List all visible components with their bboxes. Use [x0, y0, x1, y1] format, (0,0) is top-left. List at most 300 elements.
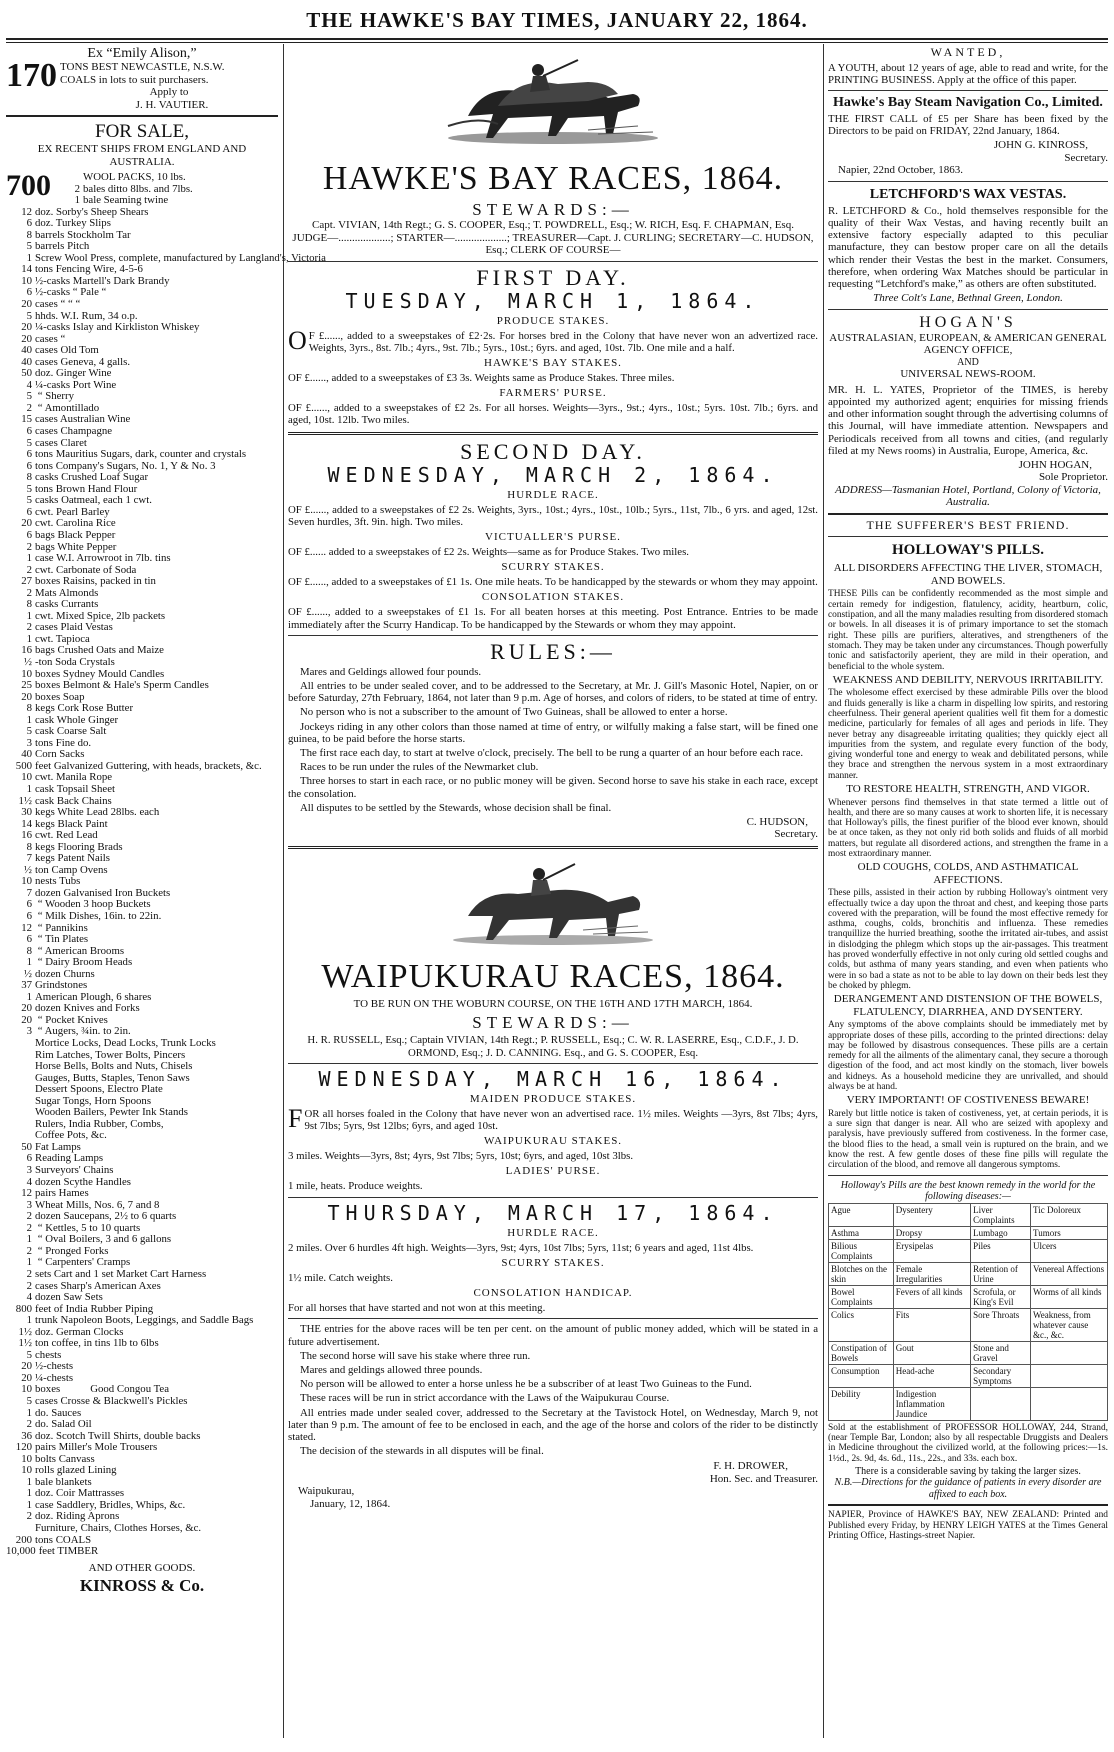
table-cell: Ague	[829, 1203, 894, 1226]
hawkes-bay-races-title: HAWKE'S BAY RACES, 1864.	[322, 160, 784, 197]
goods-desc: “ Kettles, 5 to 10 quarts	[35, 1221, 141, 1234]
goods-qty: 5	[26, 1394, 32, 1407]
goods-desc: “ Sherry	[35, 390, 74, 403]
wp-rule-item: The second horse will save his stake where three run.	[300, 1349, 531, 1362]
table-cell: Weakness, from whatever cause &c., &c.	[1031, 1308, 1108, 1341]
goods-qty: 1	[26, 956, 32, 969]
divider	[828, 309, 1108, 310]
divider	[288, 432, 818, 435]
goods-desc: do. Sauces	[35, 1406, 82, 1419]
goods-desc: dozen Churns	[35, 967, 95, 980]
goods-qty: 800	[15, 1302, 32, 1315]
goods-desc: doz. Turkey Slips	[35, 217, 111, 230]
table-cell: Head-ache	[893, 1364, 970, 1387]
divider	[288, 846, 818, 849]
goods-qty: 6	[26, 910, 32, 922]
goods-desc: Fat Lamps	[35, 1140, 81, 1153]
holloway-sub-5: DERANGEMENT AND DISTENSION OF THE BOWELS, FLATULENCY, DIARRHEA, AND DYSENTERY.	[833, 993, 1103, 1018]
victuallers-purse-heading: VICTUALLER'S PURSE.	[485, 530, 621, 543]
goods-qty: 6	[26, 1152, 32, 1165]
goods-qty: 37	[21, 979, 32, 992]
steam-nav-text: THE FIRST CALL of £5 per Share has been fixed by the Directors to be paid on FRIDAY, 22nd January, 1864.	[828, 112, 1108, 138]
goods-desc: Coffee Pots, &c.	[35, 1129, 107, 1142]
hogans-sub2: UNIVERSAL NEWS-ROOM.	[900, 368, 1036, 381]
goods-desc: doz. Scotch Twill Shirts, double backs	[35, 1429, 201, 1442]
table-row	[829, 1364, 1108, 1387]
goods-desc: cases Champagne	[35, 425, 113, 438]
goods-desc: boxes Raisins, packed in tin	[35, 575, 156, 588]
wp-stewards-list: H. R. RUSSELL, Esq.; Captain VIVIAN, 14th Regt.; P. RUSSELL, Esq.; C. W. R. LASERRE, Esq., C.D.F., J. D. ORMOND, Esq.; J. D. CANNING. Esq., and G. S. COOPER, Esq.	[307, 1034, 799, 1059]
goods-qty: 1½	[18, 1325, 32, 1338]
goods-desc: trunk Napoleon Boots, Leggings, and Saddle Bags	[35, 1314, 254, 1327]
goods-desc: cask Topsail Sheet	[35, 782, 116, 795]
goods-desc: cases “	[35, 332, 66, 345]
goods-qty: 2	[26, 540, 32, 553]
goods-desc: do. Salad Oil	[35, 1418, 92, 1431]
goods-qty: 10	[21, 1464, 32, 1477]
drower-signature: F. H. DROWER,	[713, 1460, 788, 1473]
goods-qty: 8	[26, 702, 32, 715]
disease-table	[828, 1203, 1108, 1421]
table-cell: Liver Complaints	[971, 1203, 1031, 1226]
table-cell: Lumbago	[971, 1226, 1031, 1239]
goods-desc: Corn Sacks	[35, 748, 85, 761]
goods-qty: 1	[26, 782, 32, 795]
goods-desc: bale blankets	[35, 1475, 92, 1488]
goods-desc: tons Mauritius Sugars, dark, counter and crystals	[35, 448, 247, 461]
other-goods: AND OTHER GOODS.	[88, 1561, 196, 1574]
goods-qty: 4	[26, 1291, 32, 1304]
produce-stakes-text: O F £......, added to a sweepstakes of £2·2s. For horses bred in the Colony that have never won an advertized race. Weights, 3yrs., 8st. 7lb.; 4yrs., 9st. 7lb.; 5yrs., 10st.; 6yrs. and aged, 10st. 7lb. One mile and a half.	[288, 325, 818, 355]
goods-desc: kegs Cork Rose Butter	[35, 702, 134, 715]
goods-qty: 10	[21, 1452, 32, 1465]
victuallers-purse-text: OF £...... added to a sweepstakes of £2 2s. Weights—same as for Produce Stakes. Two miles.	[288, 545, 689, 558]
goods-qty: 5	[26, 309, 32, 322]
table-cell: Colics	[829, 1308, 894, 1341]
table-row	[829, 1203, 1108, 1226]
goods-qty: 1	[26, 1487, 32, 1500]
goods-qty: 8	[26, 944, 32, 957]
holloway-sub-6: VERY IMPORTANT! OF COSTIVENESS BEWARE!	[846, 1094, 1090, 1107]
goods-qty: 15	[21, 413, 32, 426]
table-cell: Female Irregularities	[893, 1262, 970, 1285]
goods-desc: bale Seaming twine	[83, 194, 169, 207]
goods-desc: “ Amontillado	[35, 401, 100, 414]
dropcap-o: O	[288, 325, 307, 355]
goods-qty: 14	[21, 263, 32, 276]
goods-desc: sets Cart and 1 set Market Cart Harness	[35, 1267, 207, 1280]
table-row	[829, 1387, 1108, 1420]
goods-desc: cases Crosse & Blackwell's Pickles	[35, 1394, 188, 1407]
column-middle	[288, 46, 818, 1738]
wool-packs-count: 700	[6, 169, 51, 202]
goods-qty: 8	[26, 228, 32, 241]
divider	[288, 261, 818, 262]
hogans-heading: HOGAN'S	[919, 313, 1017, 331]
wanted-text: A YOUTH, about 12 years of age, able to read and write, for the PRINTING BUSINESS. Apply at the office of this paper.	[828, 61, 1108, 86]
table-row	[829, 1285, 1108, 1308]
letchford-address: Three Colt's Lane, Bethnal Green, London.	[873, 292, 1063, 305]
goods-qty: 6	[26, 505, 32, 518]
race-horses-illustration-top	[438, 46, 668, 156]
apply-label: Apply to	[149, 86, 189, 98]
first-day-date: TUESDAY, MARCH 1, 1864.	[345, 288, 761, 313]
goods-desc: barrels Pitch	[35, 240, 90, 253]
goods-qty: ½	[23, 967, 32, 980]
column-rule	[823, 44, 824, 1738]
rule-item: Jockeys riding in any other colors than those named at time of entry, or wilfully making a false start, will be fined one guinea, to be paid before the horse starts.	[288, 720, 818, 745]
first-day-heading: FIRST DAY.	[476, 264, 630, 290]
goods-qty: 3	[26, 736, 32, 749]
divider	[288, 1197, 818, 1198]
goods-desc: cases Sharp's American Axes	[35, 1279, 161, 1292]
goods-desc: bags Black Pepper	[35, 528, 116, 541]
produce-stakes-heading: PRODUCE STAKES.	[496, 314, 610, 327]
goods-qty: 6	[26, 286, 32, 299]
table-cell: Secondary Symptoms	[971, 1364, 1031, 1387]
goods-desc: bales ditto 8lbs. and 7lbs.	[83, 182, 193, 195]
hudson-title: Secretary.	[774, 828, 818, 841]
date-label: January, 12, 1864.	[310, 1497, 391, 1510]
divider	[828, 181, 1108, 182]
goods-qty: 120	[15, 1441, 32, 1454]
table-cell	[971, 1387, 1031, 1420]
goods-desc: bolts Canvass	[35, 1452, 95, 1465]
goods-desc: kegs Patent Nails	[35, 852, 110, 865]
goods-desc: “ Wooden 3 hoop Buckets	[35, 898, 151, 911]
goods-desc: dozen Saucepans, 2½ to 6 quarts	[35, 1210, 177, 1223]
table-cell: Asthma	[829, 1226, 894, 1239]
goods-qty: 14	[21, 817, 32, 830]
goods-qty: 10,000	[6, 1545, 36, 1558]
goods-qty: 12	[21, 205, 32, 218]
column-right	[828, 46, 1108, 1738]
goods-qty: 20	[21, 1013, 32, 1026]
table-cell: Stone and Gravel	[971, 1341, 1031, 1364]
table-cell: Tumors	[1031, 1226, 1108, 1239]
goods-desc: ¼-chests	[35, 1371, 74, 1384]
goods-desc: doz. Ginger Wine	[35, 367, 112, 380]
goods-qty: 10	[21, 875, 32, 888]
wp-rules-list	[288, 1323, 818, 1457]
rule-item: Mares and Geldings allowed four pounds.	[300, 665, 482, 678]
goods-desc: cwt. Pearl Barley	[35, 505, 110, 518]
table-cell: Piles	[971, 1239, 1031, 1262]
waipukurau-subtitle: TO BE RUN ON THE WOBURN COURSE, ON THE 16TH AND 17TH MARCH, 1864.	[353, 997, 753, 1010]
consolation-handicap-text: For all horses that have started and not won at this meeting.	[288, 1302, 546, 1315]
ex-label: Ex	[87, 46, 103, 61]
goods-desc: Surveyors' Chains	[35, 1164, 114, 1177]
hawkes-bay-stakes-heading: HAWKE'S BAY STAKES.	[484, 356, 622, 369]
goods-desc: tons Fencing Wire, 4-5-6	[35, 263, 143, 276]
goods-qty: 20	[21, 332, 32, 345]
holloway-sold: Sold at the establishment of PROFESSOR HOLLOWAY, 244, Strand, (near Temple Bar, London; also by all respectable Druggists and Dealers in Medicine throughout the civilized world, at the following prices:—1s. 1½d., 2s. 9d, 4s. 6d., 11s., 22s., and 33s. each box.	[828, 1422, 1108, 1464]
goods-desc: tons COALS	[35, 1533, 92, 1546]
holloway-nb: N.B.—Directions for the guidance of patients in every disorder are affixed to each box.	[834, 1477, 1102, 1500]
sufferers-friend-heading: THE SUFFERER'S BEST FRIEND.	[866, 517, 1070, 532]
goods-qty: 6	[26, 933, 32, 946]
holloway-sub-4: OLD COUGHS, COLDS, AND ASTHMATICAL AFFECTIONS.	[857, 861, 1079, 886]
goods-qty: 12	[21, 1187, 32, 1200]
hurdle-race-text: OF £......, added to a sweepstakes of £2 2s. Weights, 3yrs., 10st.; 4yrs., 10st., 10lb.; 5yrs., 11st, 7lb., 6 yrs. and aged, 12st. Seven hurdles, 3ft. 9in. high. Two miles.	[288, 503, 818, 528]
table-row	[829, 1226, 1108, 1239]
table-cell: Fevers of all kinds	[893, 1285, 970, 1308]
table-row	[829, 1341, 1108, 1364]
wp-rule-item: Mares and geldings allowed three pounds.	[300, 1363, 483, 1376]
farmers-purse-text: OF £......, added to a sweepstakes of £2 2s. For all horses. Weights—3yrs., 9st.; 4yrs., 10st.; 5yrs. 10st. 7lb.; 6yrs. and aged, 10st. 12lb. Two miles.	[288, 402, 818, 427]
tea-label: Good Congou Tea	[90, 1383, 170, 1396]
goods-qty: 1	[26, 632, 32, 645]
rules-heading: RULES:—	[490, 638, 616, 664]
divider	[828, 1504, 1108, 1506]
wp-scurry-heading: SCURRY STAKES.	[501, 1256, 605, 1269]
holloway-text-1: THESE Pills can be confidently recommended as the most simple and certain remedy for indigestion, flatulency, acidity, heartburn, colic, constipation, and all the many maladies resulting from disordered stomach or bowels. In all diseases it is of primary importance to set the stomach right. These pills are purifiers, alteratives, and strengtheners of the stomach. They may be taken under any circumstances. Though powerfully tonic and satisfactorily aperient, they are mild in their operation, and beneficial to the whole system.	[828, 589, 1108, 672]
steam-nav-signature: JOHN G. KINROSS,	[993, 139, 1088, 152]
hogan-signature: JOHN HOGAN,	[1018, 458, 1092, 471]
consolation-handicap-heading: CONSOLATION HANDICAP.	[473, 1287, 633, 1300]
holloway-text-4: These pills, assisted in their action by rubbing Holloway's ointment very effectually twice a day upon the throat and chest, and keeping those parts covered with the preparation, will be found the most effective remedy for asthma, coughs, colds, bronchitis and influenza. These remedies tranquillize the hurried breathing, soothe the irritated air-tubes, and assist in dislodging the phlegm which stops up the air-passages. This treatment has proved wonderfully effective in not only curing old settled coughs and colds, but asthma of many years standing, and even when patients who were in so bad a state as not to be able to lay down on their beds lest they be choked by phlegm.	[828, 888, 1108, 991]
masthead-rule	[6, 38, 1108, 43]
kinross-signature: KINROSS & Co.	[79, 1576, 205, 1596]
maiden-produce-heading: MAIDEN PRODUCE STAKES.	[469, 1092, 637, 1105]
goods-qty: 20	[21, 517, 32, 530]
goods-qty: 25	[21, 679, 32, 692]
goods-desc: cases Australian Wine	[35, 413, 131, 426]
ship-name: “Emily Alison,”	[106, 46, 197, 61]
goods-desc: cwt. Carolina Rice	[35, 517, 116, 530]
goods-qty: 5	[26, 436, 32, 449]
table-cell	[1031, 1387, 1108, 1420]
holloway-saving: There is a considerable saving by taking the larger sizes.	[855, 1465, 1081, 1477]
divider	[288, 1063, 818, 1064]
for-sale-sub: EX RECENT SHIPS FROM ENGLAND AND AUSTRALIA.	[37, 143, 247, 168]
goods-qty: 1½	[18, 794, 32, 807]
table-cell: Blotches on the skin	[829, 1262, 894, 1285]
goods-qty: 1	[26, 251, 32, 264]
hogans-text: MR. H. L. YATES, Proprietor of the TIMES, is hereby appointed my authorized agent; enquiries for missing friends and other information sought through the advertising columns of this Journal, will have immediate attention. Newspapers and Periodicals received from all towns and cities, (and regularly filed at my News rooms) in Australia, Europe, America, &c.	[828, 383, 1108, 457]
goods-desc: cases Claret	[35, 436, 87, 449]
goods-desc: Rim Latches, Tower Bolts, Pincers	[35, 1048, 186, 1061]
vautier-signature: J. H. VAUTIER.	[135, 98, 209, 111]
table-cell: Fits	[893, 1308, 970, 1341]
hawkes-bay-stakes-text: OF £......, added to a sweepstakes of £3 3s. Weights same as Produce Stakes. Three miles.	[288, 371, 675, 384]
goods-qty: 1	[26, 1256, 32, 1269]
letchford-heading: LETCHFORD'S WAX VESTAS.	[869, 186, 1067, 202]
divider	[288, 635, 818, 636]
hogan-address: ADDRESS—Tasmanian Hotel, Portland, Colony of Victoria, Australia.	[835, 483, 1101, 509]
rule-item: All disputes to be settled by the Stewards, whose decision shall be final.	[300, 801, 612, 814]
goods-qty: 6	[26, 459, 32, 472]
hudson-signature: C. HUDSON,	[746, 815, 808, 828]
divider	[828, 90, 1108, 91]
table-cell: Indigestion Inflammation Jaundice	[893, 1387, 970, 1420]
goods-desc: ton coffee, in tins 1lb to 6lbs	[35, 1337, 159, 1350]
masthead: THE HAWKE'S BAY TIMES, JANUARY 22, 1864.	[306, 8, 808, 32]
goods-desc: kegs Flooring Brads	[35, 840, 123, 853]
rule-item: No person who is not a subscriber to the amount of Two Guineas, shall be allowed to enter a horse.	[300, 706, 728, 719]
goods-qty: 40	[21, 355, 32, 368]
goods-desc: feet TIMBER	[38, 1545, 99, 1558]
column-rule	[283, 44, 284, 1738]
coal-line: TONS BEST NEWCASTLE, N.S.W.	[60, 61, 225, 73]
wp-rule-item: These races will be run in strict accordance with the Laws of the Waipukurau Course.	[300, 1392, 670, 1405]
goods-qty: 5	[26, 240, 32, 253]
rules-list	[288, 666, 818, 814]
steam-nav-date: Napier, 22nd October, 1863.	[838, 164, 963, 177]
for-sale-heading: FOR SALE,	[95, 121, 189, 142]
waipukurau-stakes-heading: WAIPUKURAU STAKES.	[483, 1135, 623, 1148]
table-cell: Ulcers	[1031, 1239, 1108, 1262]
goods-desc: cask Coarse Salt	[35, 725, 107, 738]
goods-desc: case W.I. Arrowroot in 7lb. tins	[35, 552, 171, 565]
goods-desc: tons Company's Sugars, No. 1, Y & No. 3	[35, 459, 216, 472]
goods-qty: 5	[26, 1348, 32, 1361]
disease-table-heading: Holloway's Pills are the best known remedy in the world for the following diseases:—	[840, 1179, 1096, 1203]
wanted-heading: WANTED,	[930, 45, 1006, 59]
goods-qty: 8	[26, 840, 32, 853]
table-cell	[1031, 1364, 1108, 1387]
waipukurau-races-title: WAIPUKURAU RACES, 1864.	[321, 957, 785, 995]
goods-qty: 10	[21, 274, 32, 287]
holloway-sub-1: ALL DISORDERS AFFECTING THE LIVER, STOMACH, AND BOWELS.	[833, 562, 1103, 587]
goods-qty: 20	[21, 298, 32, 311]
goods-desc: “ Oval Boilers, 3 and 6 gallons	[35, 1233, 172, 1246]
table-cell: Retention of Urine	[971, 1262, 1031, 1285]
goods-qty: 10	[21, 1383, 32, 1396]
divider	[828, 536, 1108, 537]
wp-rule-item: No person will be allowed to enter a horse unless he be a subscriber of at least Two Guineas to the Fund.	[300, 1378, 752, 1391]
goods-qty: 1	[26, 990, 32, 1003]
goods-desc: hhds. W.I. Rum, 34 o.p.	[35, 309, 138, 322]
goods-desc: Gauges, Butts, Staples, Tenon Saws	[35, 1071, 190, 1084]
wp-day2-date: THURSDAY, MARCH 17, 1864.	[327, 1200, 779, 1225]
holloway-text-2: The wholesome effect exercised by these admirable Pills over the blood and fluids generally is like a charm in dispelling low spirits, and restoring cheerfulness. Their general aperient qualities well fit them for a domestic medicine, particularly for females of all ages and periods in life. They never betray any disagreeable irritating qualities; they quickly eject all impurities from the system, and regulate every function of the body, giving wonderful tone and energy to weak and debilitated persons, while they brace and strengthen the nervous system in a most extraordinary manner.	[828, 688, 1108, 781]
drower-title: Hon. Sec. and Treasurer.	[709, 1472, 818, 1485]
goods-qty: 12	[21, 921, 32, 934]
goods-qty: 1	[26, 713, 32, 726]
goods-desc: “ American Brooms	[35, 944, 125, 957]
goods-qty: 4	[26, 1175, 32, 1188]
goods-qty: 2	[26, 1279, 32, 1292]
goods-desc: Rulers, India Rubber, Combs,	[35, 1117, 164, 1130]
hb-officials: JUDGE—...................; STARTER—...................; TREASURER—Capt. J. CURLING; SECRETARY—C. HUDSON, Esq.; CLERK OF COURSE—	[292, 231, 814, 256]
goods-desc: tons Brown Hand Flour	[35, 482, 138, 495]
goods-desc: cwt. Manila Rope	[35, 771, 113, 784]
goods-qty: 20	[21, 1360, 32, 1373]
goods-desc: ½-chests	[35, 1360, 74, 1373]
goods-qty: 8	[26, 471, 32, 484]
rule-item: All entries to be under sealed cover, and to be addressed to the Secretary, at Mr. J. Gill's Masonic Hotel, Napier, on or before Saturday, 27th February, 1864, not later than 9 p.m. Age of horses, and colors of riders, to be stated at time of entry.	[288, 679, 818, 705]
goods-qty: 8	[26, 598, 32, 611]
goods-desc: barrels Stockholm Tar	[35, 228, 131, 241]
goods-qty: 6	[26, 425, 32, 438]
wp-hurdle-text: 2 miles. Over 6 hurdles 4ft high. Weights—3yrs, 9st; 4yrs, 10st 7lbs; 5yrs, 11st; 6 years and aged, 11st 4lbs.	[288, 1241, 754, 1254]
goods-desc: casks Oatmeal, each 1 cwt.	[35, 494, 152, 507]
goods-qty: 5	[26, 494, 32, 507]
goods-qty: 1	[26, 1498, 32, 1511]
goods-qty: 2	[26, 621, 32, 634]
goods-qty: 10	[21, 667, 32, 680]
goods-desc: feet Galvanized Guttering, with heads, brackets, &c.	[35, 759, 262, 772]
goods-qty: 6	[26, 528, 32, 541]
goods-desc: Reading Lamps	[35, 1152, 104, 1165]
goods-desc: Wooden Bailers, Pewter Ink Stands	[35, 1106, 188, 1119]
goods-qty: 50	[21, 1140, 32, 1153]
goods-qty: 16	[21, 829, 32, 842]
goods-qty: 5	[26, 482, 32, 495]
wp-rule-item: The decision of the stewards in all disputes will be final.	[300, 1445, 544, 1458]
table-cell: Sore Throats	[971, 1308, 1031, 1341]
goods-qty: 2	[26, 586, 32, 599]
goods-item	[6, 1546, 278, 1558]
rule-item: The first race each day, to start at twelve o'clock, precisely. The bell to be rung a quarter of an hour before each race.	[300, 746, 804, 759]
place-label: Waipukurau,	[298, 1485, 355, 1498]
goods-desc: ¼-casks Port Wine	[35, 378, 117, 391]
table-cell: Erysipelas	[893, 1239, 970, 1262]
goods-qty: 36	[21, 1429, 32, 1442]
goods-desc: casks Crushed Loaf Sugar	[35, 471, 149, 484]
goods-qty: 6	[26, 448, 32, 461]
goods-desc: cases Geneva, 4 galls.	[35, 355, 131, 368]
table-cell: Consumption	[829, 1364, 894, 1387]
goods-qty: 2	[26, 1418, 32, 1431]
goods-desc: cask Whole Ginger	[35, 713, 119, 726]
goods-list-wrap	[6, 169, 326, 1558]
column-left	[6, 46, 326, 1738]
goods-qty: 1	[26, 1233, 32, 1246]
goods-qty: 1	[26, 609, 32, 622]
steam-nav-heading: Hawke's Bay Steam Navigation Co., Limited.	[833, 94, 1103, 110]
stewards-heading-2: STEWARDS:—	[472, 1013, 634, 1033]
second-day-heading: SECOND DAY.	[460, 438, 646, 464]
goods-desc: Wheat Mills, Nos. 6, 7 and 8	[35, 1198, 160, 1211]
hb-stewards-list: Capt. VIVIAN, 14th Regt.; G. S. COOPER, Esq.; T. POWDRELL, Esq.; W. RICH, Esq. F. CHAPMAN, Esq.	[312, 219, 794, 231]
goods-desc: cwt. Carbonate of Soda	[35, 563, 137, 576]
coal-line: COALS in lots to suit purchasers.	[60, 73, 209, 86]
goods-desc: Furniture, Chairs, Clothes Horses, &c.	[35, 1521, 202, 1534]
goods-desc: Dessert Spoons, Electro Plate	[35, 1083, 163, 1096]
goods-qty: 6	[26, 898, 32, 911]
goods-qty: 5	[26, 390, 32, 403]
goods-qty: 500	[15, 759, 32, 772]
goods-desc: ¼-casks Islay and Kirkliston Whiskey	[35, 321, 200, 334]
goods-qty: 50	[21, 367, 32, 380]
goods-qty: 3	[26, 1164, 32, 1177]
goods-qty: ½	[23, 863, 32, 876]
goods-qty: 2	[26, 1210, 32, 1223]
goods-qty: 27	[21, 575, 32, 588]
vautier-advert	[6, 46, 278, 111]
goods-desc: chests	[35, 1348, 62, 1361]
goods-qty: 1	[26, 552, 32, 565]
goods-qty: 1	[26, 1314, 32, 1327]
goods-desc: “ Tin Plates	[35, 933, 89, 946]
goods-desc: Screw Wool Press, complete, manufactured by Langland's, Victoria	[35, 251, 326, 264]
goods-desc: casks Currants	[35, 598, 99, 611]
second-day-date: WEDNESDAY, MARCH 2, 1864.	[327, 462, 779, 487]
printer-imprint: NAPIER, Province of HAWKE'S BAY, NEW ZEALAND: Printed and Published every Friday, by HENRY LEIGH YATES at the Times General Printing Office, Hastings-street Napier.	[828, 1510, 1108, 1541]
goods-qty: 10	[21, 771, 32, 784]
table-cell: Scrofula, or King's Evil	[971, 1285, 1031, 1308]
table-cell: Venereal Affections	[1031, 1262, 1108, 1285]
table-cell: Gout	[893, 1341, 970, 1364]
divider	[828, 513, 1108, 515]
wp-rule-item: All entries made under sealed cover, addressed to the Secretary at the Tavistock Hotel, on Wednesday, March 9, not later than 9 p.m. The amount of fee to be enclosed in each, and the age of the horse and colors of the rider to be distinctly stated.	[288, 1406, 818, 1443]
goods-desc: kegs White Lead 28lbs. each	[35, 806, 160, 819]
goods-desc: doz. Riding Aprons	[35, 1510, 120, 1523]
goods-desc: boxes Sydney Mould Candles	[35, 667, 165, 680]
goods-qty: 2	[26, 1221, 32, 1234]
